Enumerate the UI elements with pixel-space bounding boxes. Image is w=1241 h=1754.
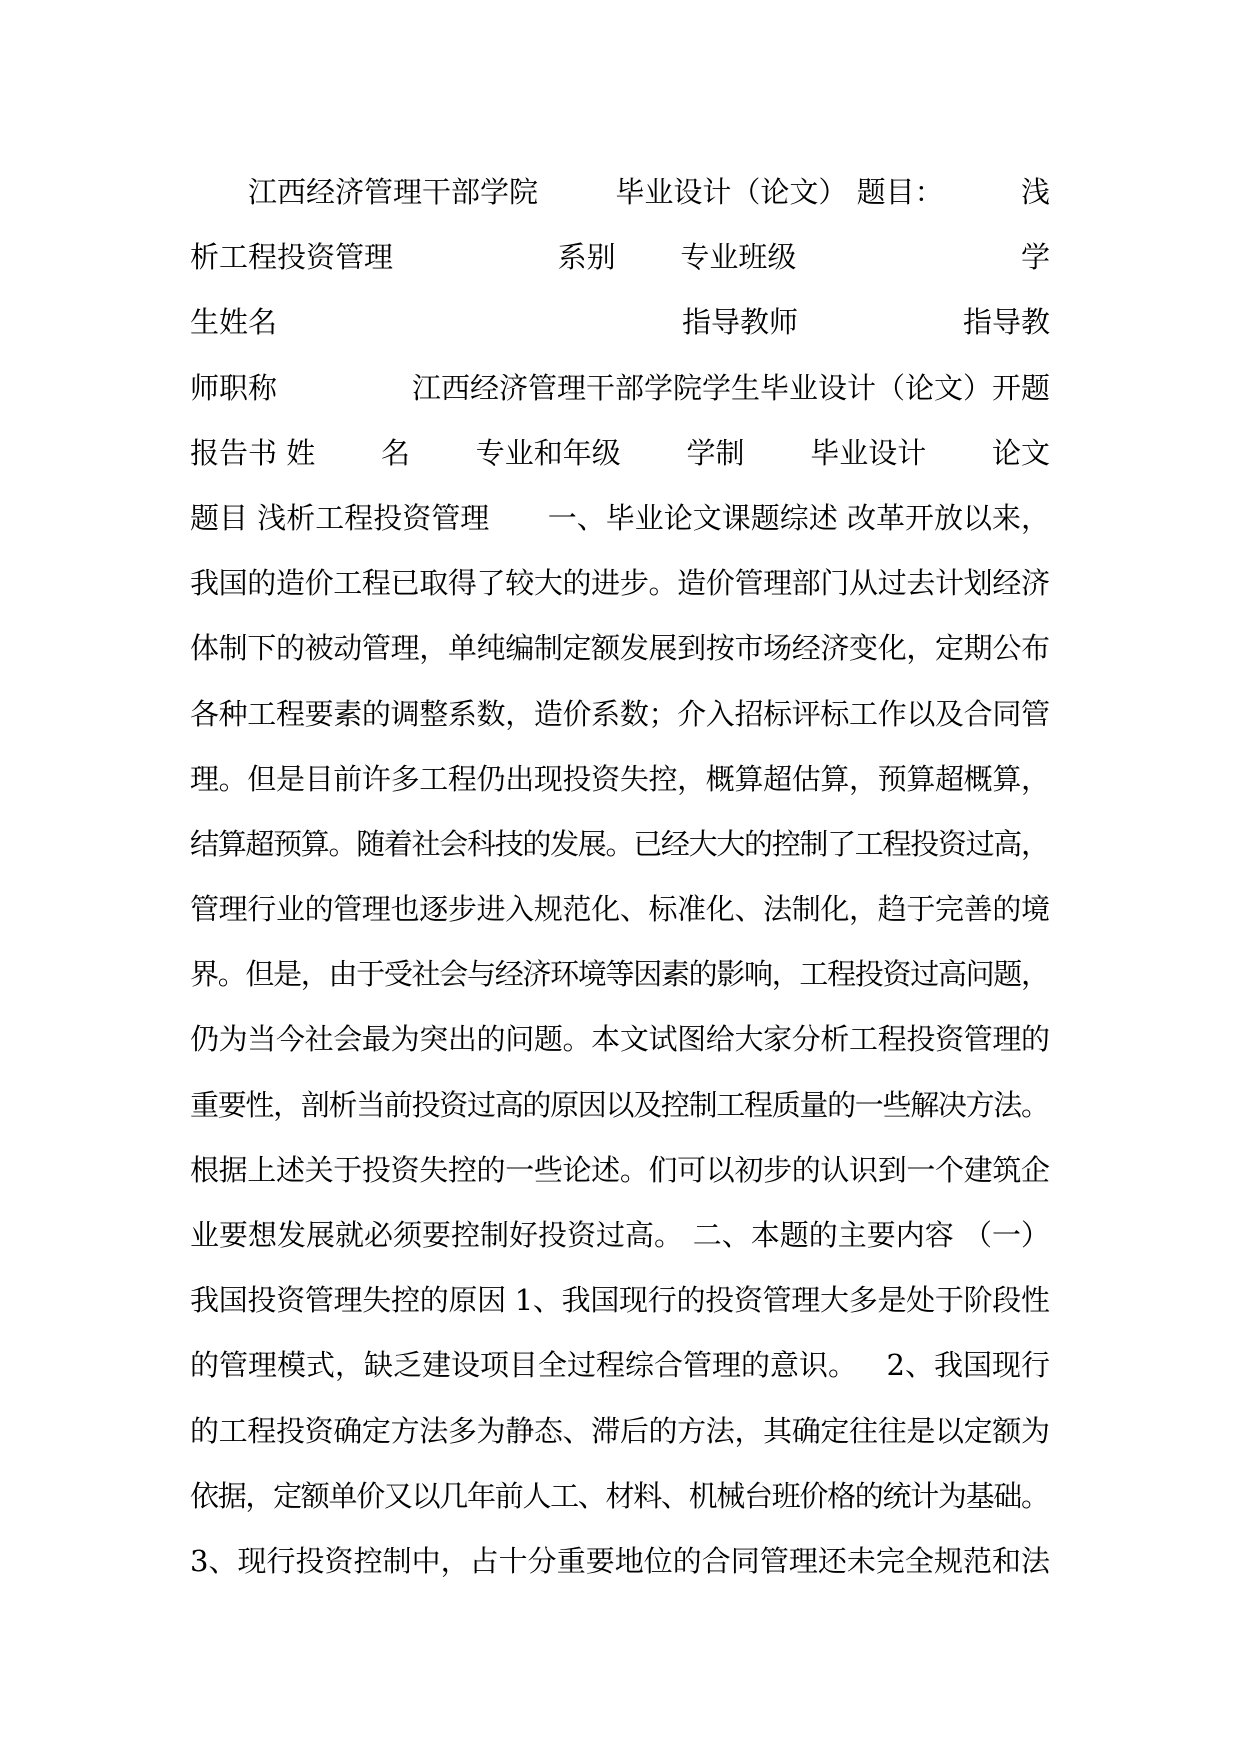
text-line-8 (190, 616, 1050, 681)
text-segment: 题目 浅析工程投资管理 (190, 500, 490, 535)
text-segment: 专业和年级 (475, 435, 621, 470)
text-segment: 报告书 姓 (190, 435, 316, 470)
text-line-3 (190, 290, 1050, 355)
text-segment: 浅 (1020, 175, 1050, 209)
text-line-17 (190, 1203, 1050, 1268)
text-segment: 管理行业的管理也逐步进入规范化、标准化、法制化，趋于完善的境 (190, 892, 1050, 927)
text-line-21 (190, 1464, 1050, 1529)
text-line-1 (190, 160, 1050, 225)
text-segment: 指导教师 (681, 305, 798, 340)
text-segment: 学制 (686, 435, 745, 470)
text-segment: 依据，定额单价又以几年前人工、材料、机械台班价格的统计为基础。 (190, 1478, 1049, 1513)
text-segment: 3、现行投资控制中，占十分重要地位的合同管理还未完全规范和法 (190, 1543, 1051, 1578)
text-segment: 根据上述关于投资失控的一些论述。们可以初步的认识到一个建筑企 (190, 1152, 1050, 1187)
text-line-6 (190, 486, 1050, 551)
text-line-15 (190, 1073, 1050, 1138)
text-line-11 (190, 812, 1050, 877)
text-segment: 江西经济管理干部学院 (190, 175, 539, 209)
text-segment: 析工程投资管理 (190, 240, 394, 275)
text-segment: 理。但是目前许多工程仍出现投资失控，概算超估算，预算超概算， (190, 761, 1050, 796)
text-segment: 2、我国现行 (886, 1348, 1050, 1383)
text-line-10 (190, 747, 1050, 812)
text-segment: 体制下的被动管理，单纯编制定额发展到按市场经济变化，定期公布 (190, 631, 1050, 666)
text-line-12 (190, 877, 1050, 942)
text-segment: 系别 (557, 240, 616, 275)
document-body (190, 160, 1050, 1594)
text-line-18 (190, 1268, 1050, 1333)
text-segment: 结算超预算。随着社会科技的发展。已经大大的控制了工程投资过高， (190, 826, 1049, 861)
text-segment: 业要想发展就必须要控制好投资过高。 (190, 1218, 684, 1252)
text-segment: 师职称 (190, 370, 278, 405)
text-segment: 江西经济管理干部学院学生毕业设计（论文）开题 (411, 370, 1050, 405)
text-segment: 各种工程要素的调整系数，造价系数；介入招标评标工作以及合同管 (190, 696, 1050, 731)
text-segment: 指导教 (962, 305, 1050, 340)
text-segment: 专业班级 (680, 240, 797, 275)
text-segment: 我国投资管理失控的原因 1、我国现行的投资管理大多是处于阶段性 (190, 1283, 1050, 1318)
text-line-5 (190, 421, 1050, 486)
text-segment: 重要性，剖析当前投资过高的原因以及控制工程质量的一些解决方法。 (190, 1087, 1049, 1122)
text-segment: 我国的造价工程已取得了较大的进步。造价管理部门从过去计划经济 (190, 566, 1050, 601)
text-segment: 的管理模式，缺乏建设项目全过程综合管理的意识。 (190, 1348, 858, 1383)
text-segment: 一、毕业论文课题综述 改革开放以来， (547, 500, 1050, 535)
text-segment: 毕业设计 (810, 435, 927, 470)
text-segment: 毕业设计（论文） 题目： (615, 175, 944, 209)
text-segment: 的工程投资确定方法多为静态、滞后的方法，其确定往往是以定额为 (190, 1413, 1050, 1448)
text-segment: 学 (1020, 240, 1050, 275)
text-segment: 二、本题的主要内容 （一） (692, 1218, 1050, 1252)
text-line-7 (190, 551, 1050, 616)
text-line-9 (190, 682, 1050, 747)
text-segment: 仍为当今社会最为突出的问题。本文试图给大家分析工程投资管理的 (190, 1022, 1050, 1057)
text-line-22 (190, 1529, 1050, 1594)
text-segment: 生姓名 (190, 305, 278, 340)
text-line-4 (190, 356, 1050, 421)
text-line-16 (190, 1138, 1050, 1203)
text-segment: 名 (380, 435, 410, 470)
text-line-20 (190, 1399, 1050, 1464)
text-line-13 (190, 942, 1050, 1007)
text-segment: 界。但是，由于受社会与经济环境等因素的影响，工程投资过高问题， (190, 957, 1049, 992)
text-line-14 (190, 1007, 1050, 1072)
text-line-19 (190, 1333, 1050, 1398)
text-segment: 论文 (991, 435, 1050, 470)
text-line-2 (190, 225, 1050, 290)
